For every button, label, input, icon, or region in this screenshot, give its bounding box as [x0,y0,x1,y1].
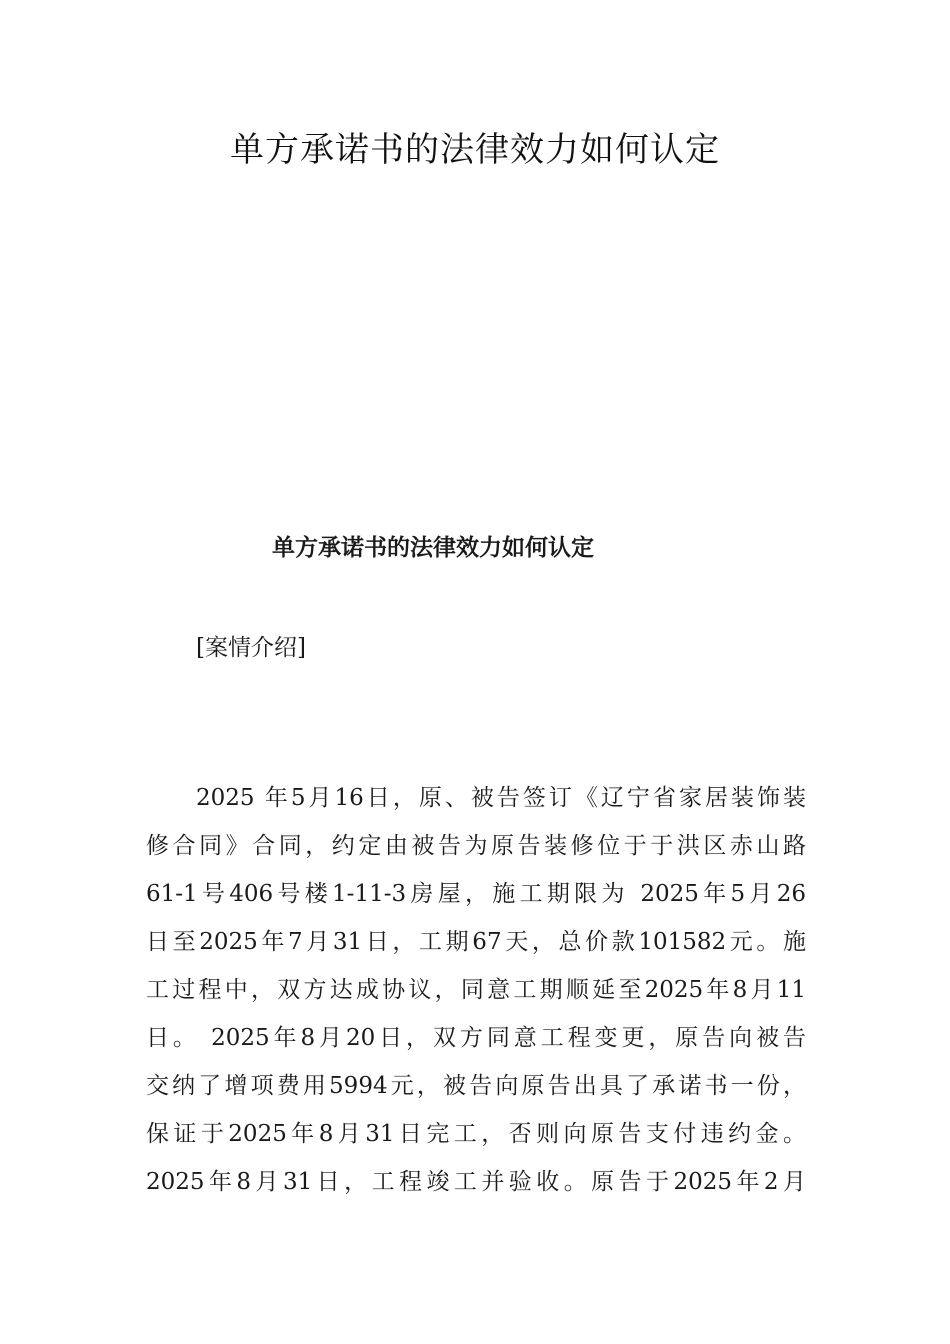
document-subtitle: 单方承诺书的法律效力如何认定 [272,534,594,561]
page-title: 单方承诺书的法律效力如何认定 [230,130,720,170]
paragraph-line: 交纳了增项费用5994元，被告向原告出具了承诺书一份， [146,1073,806,1099]
paragraph-line: 61-1号406号楼1-11-3房屋，施工期限为 2025年5月26 [146,881,806,907]
paragraph-line: 修合同》合同，约定由被告为原告装修位于于洪区赤山路 [146,833,806,859]
paragraph-line: 日。 2025年8月20日，双方同意工程变更，原告向被告 [146,1025,806,1051]
section-heading-case-introduction: [案情介绍] [196,635,306,661]
paragraph-line: 工过程中，双方达成协议，同意工期顺延至2025年8月11 [146,977,806,1003]
paragraph-line: 日至2025年7月31日，工期67天，总价款101582元。施 [146,929,806,955]
paragraph-line: 2025年8月31日，工程竣工并验收。原告于2025年2月 [146,1169,806,1195]
paragraph-line: 2025 年5月16日，原、被告签订《辽宁省家居装饰装 [196,785,806,811]
paragraph-line: 保证于2025年8月31日完工，否则向原告支付违约金。 [146,1121,806,1147]
